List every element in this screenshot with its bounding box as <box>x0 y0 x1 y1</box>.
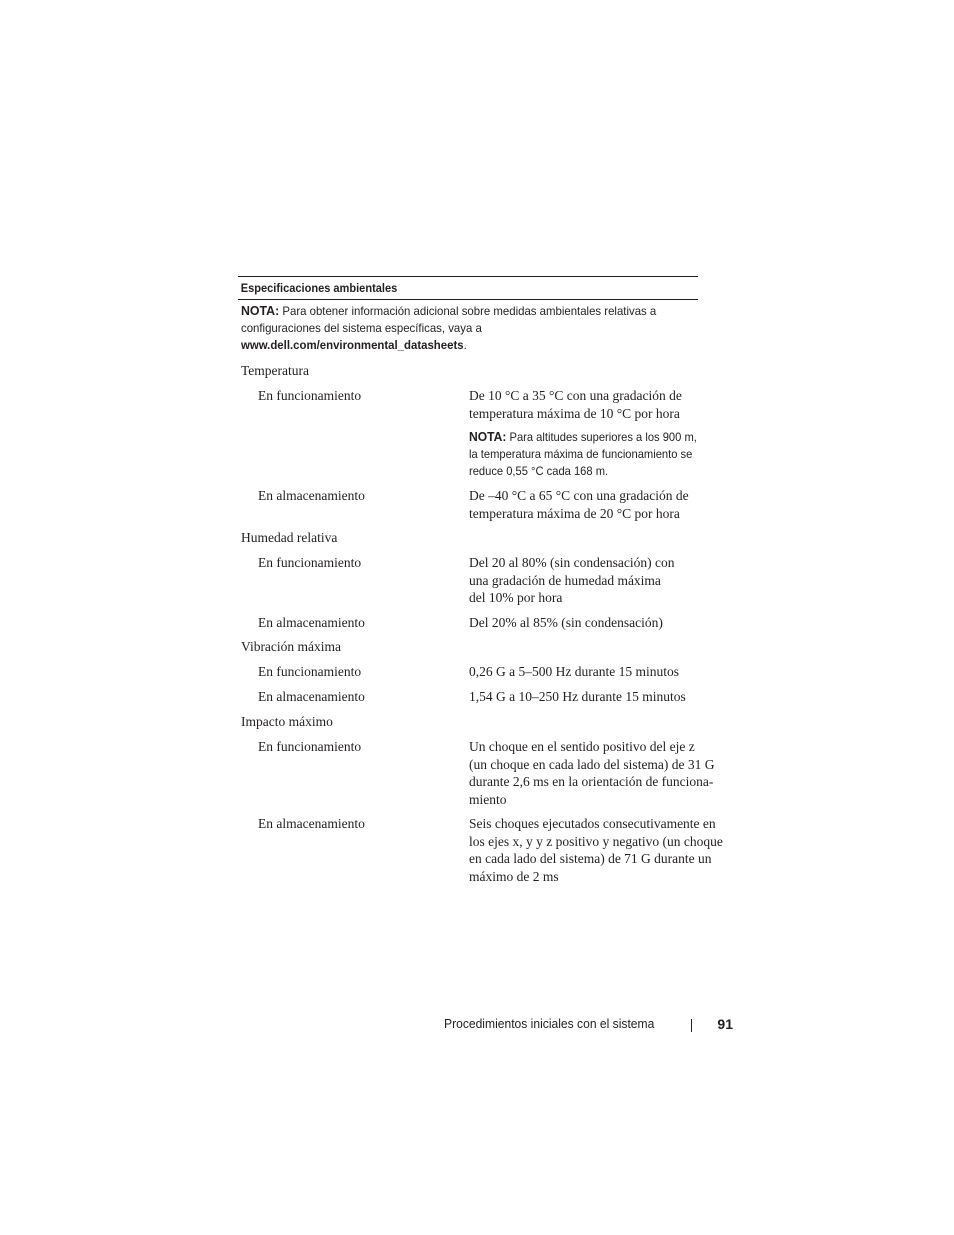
category-temperature: Temperatura <box>241 363 310 378</box>
footer-chapter-title: Procedimientos iniciales con el sistema <box>444 1016 655 1031</box>
value-line: 0,26 G a 5–500 Hz durante 15 minutos <box>469 664 679 679</box>
note-end: . <box>463 338 467 352</box>
note-text-line-2: configuraciones del sistema específicas, vaya a <box>241 321 482 335</box>
value-line: en cada lado del sistema) de 71 G durante un <box>469 851 712 866</box>
page-footer <box>444 1014 736 1034</box>
temperature-storage-value <box>469 487 737 522</box>
category-vibration: Vibración máxima <box>241 639 342 654</box>
value-line: temperatura máxima de 10 °C por hora <box>469 405 680 421</box>
humidity-operating-value <box>469 554 737 607</box>
environmental-datasheets-link[interactable]: www.dell.com/environmental_datasheets <box>241 338 464 352</box>
note-label: NOTA: <box>241 303 280 318</box>
value-line: Del 20% al 85% (sin condensación) <box>469 615 663 630</box>
intro-note-line-3 <box>241 337 467 354</box>
value-line: miento <box>469 791 507 807</box>
vibration-storage-label: En almacenamiento <box>258 689 365 704</box>
category-shock: Impacto máximo <box>241 714 333 729</box>
temperature-storage-label: En almacenamiento <box>258 488 365 503</box>
shock-operating-label: En funcionamiento <box>258 739 362 754</box>
intro-note-line-1 <box>241 302 656 320</box>
temperature-note-line-1 <box>469 428 718 446</box>
value-line: durante 2,6 ms en la orientación de funciona- <box>469 774 714 789</box>
vibration-operating-value <box>469 663 737 681</box>
temperature-operating-value <box>469 387 737 422</box>
value-line: máximo de 2 ms <box>469 868 559 884</box>
shock-storage-value <box>469 815 737 885</box>
humidity-operating-label: En funcionamiento <box>258 555 362 570</box>
footer-divider <box>691 1019 692 1032</box>
value-line: una gradación de humedad máxima <box>469 572 661 588</box>
note-text: Para altitudes superiores a los 900 m, <box>509 430 697 444</box>
temperature-note-line-3: reduce 0,55 °C cada 168 m. <box>469 464 609 478</box>
shock-operating-value <box>469 738 737 808</box>
intro-note <box>241 302 731 354</box>
humidity-storage-label: En almacenamiento <box>258 615 365 630</box>
value-line: 1,54 G a 10–250 Hz durante 15 minutos <box>469 689 686 704</box>
value-line: los ejes x, y y z positivo y negativo (un choque <box>469 833 723 849</box>
category-humidity: Humedad relativa <box>241 530 338 545</box>
vibration-storage-value <box>469 688 737 706</box>
note-label: NOTA: <box>469 429 507 444</box>
temperature-note-line-2: la temperatura máxima de funcionamiento se <box>469 447 693 461</box>
value-line: Del 20 al 80% (sin condensación) con <box>469 555 675 570</box>
humidity-storage-value <box>469 614 737 632</box>
environmental-specs-table <box>238 276 738 884</box>
page-number: 91 <box>717 1016 733 1032</box>
table-header: Especificaciones ambientales <box>238 276 698 300</box>
value-line: De 10 °C a 35 °C con una gradación de <box>469 388 682 403</box>
value-line: Un choque en el sentido positivo del eje z <box>469 739 695 754</box>
vibration-operating-label: En funcionamiento <box>258 664 362 679</box>
value-line: Seis choques ejecutados consecutivamente en <box>469 816 716 831</box>
temperature-note <box>469 428 737 480</box>
note-text: Para obtener información adicional sobre medidas ambientales relativas a <box>282 304 657 318</box>
value-line: (un choque en cada lado del sistema) de 31 G <box>469 756 715 772</box>
value-line: De –40 °C a 65 °C con una gradación de <box>469 488 689 503</box>
temperature-operating-label: En funcionamiento <box>258 388 362 403</box>
shock-storage-label: En almacenamiento <box>258 816 365 831</box>
value-line: temperatura máxima de 20 °C por hora <box>469 505 680 521</box>
value-line: del 10% por hora <box>469 590 563 605</box>
